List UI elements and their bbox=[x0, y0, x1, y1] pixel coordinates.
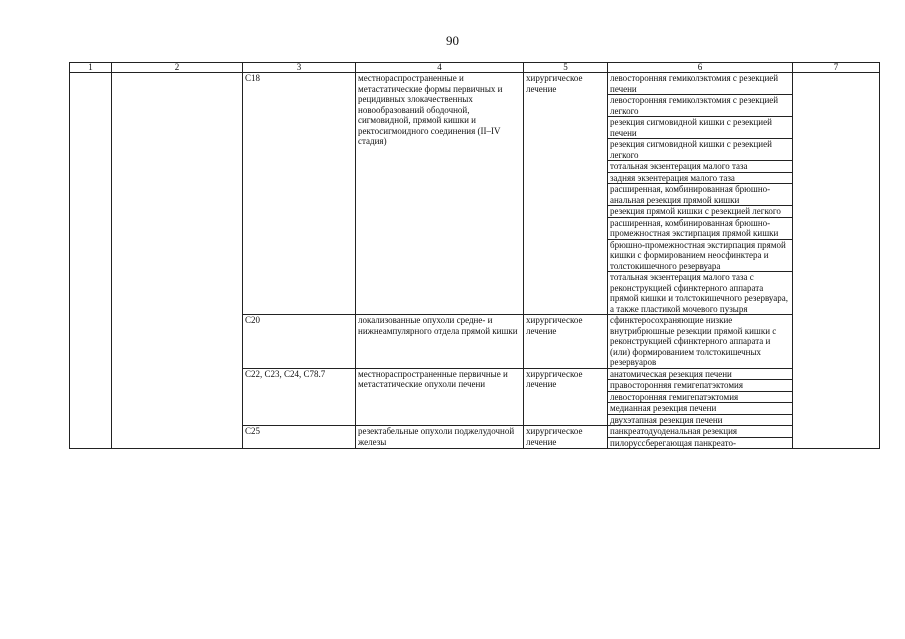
procedure-name: сфинктеросохраняющие низкие внутрибрюшные резекции прямой кишки с реконструкцией сфинктерного аппарата и (или) формированием толстокишечных резервуаров bbox=[608, 315, 793, 369]
procedure-name: правосторонняя гемигепатэктомия bbox=[608, 380, 793, 392]
diagnosis-code: C20 bbox=[243, 315, 356, 369]
procedure-name: резекция прямой кишки с резекцией легкого bbox=[608, 206, 793, 218]
procedure-name: тотальная экзентерация малого таза с реконструкцией сфинктерного аппарата прямой кишки и толстокишечного резервуара, а также пластикой мочевого пузыря bbox=[608, 272, 793, 315]
page-number: 90 bbox=[446, 33, 459, 48]
column-number-row bbox=[70, 63, 880, 73]
diagnosis-code: C25 bbox=[243, 426, 356, 449]
procedure-name: анатомическая резекция печени bbox=[608, 368, 793, 380]
procedure-name: резекция сигмовидной кишки с резекцией легкого bbox=[608, 139, 793, 161]
procedure-name: левосторонняя гемиколэктомия с резекцией легкого bbox=[608, 95, 793, 117]
procedure-name: резекция сигмовидной кишки с резекцией печени bbox=[608, 117, 793, 139]
column-header: 7 bbox=[793, 63, 880, 73]
column-header: 5 bbox=[524, 63, 608, 73]
procedure-name: двухэтапная резекция печени bbox=[608, 414, 793, 426]
diagnosis-description: местнораспространенные первичные и метастатические опухоли печени bbox=[356, 368, 524, 426]
diagnosis-description: местнораспространенные и метастатические формы первичных и рецидивных злокачественных новообразований ободочной, сигмовидной, прямой кишки и ректосигмоидного соединения (II–IV стадия) bbox=[356, 73, 524, 315]
col-1-cell bbox=[70, 73, 112, 449]
treatment-type: хирургическое лечение bbox=[524, 368, 608, 426]
treatment-type: хирургическое лечение bbox=[524, 426, 608, 449]
diagnosis-code: C18 bbox=[243, 73, 356, 315]
medical-procedures-table bbox=[69, 62, 880, 449]
procedure-name: расширенная, комбинированная брюшно-анальная резекция прямой кишки bbox=[608, 184, 793, 206]
procedure-name: панкреатодуоденальная резекция bbox=[608, 426, 793, 438]
column-header: 1 bbox=[70, 63, 112, 73]
column-header: 3 bbox=[243, 63, 356, 73]
column-header: 4 bbox=[356, 63, 524, 73]
procedure-name: расширенная, комбинированная брюшно-промежностная экстирпация прямой кишки bbox=[608, 217, 793, 239]
procedure-name: пилоруссберегающая панкреато- bbox=[608, 437, 793, 449]
procedure-name: левосторонняя гемигепатэктомия bbox=[608, 391, 793, 403]
diagnosis-description: локализованные опухоли средне- и нижнеампулярного отдела прямой кишки bbox=[356, 315, 524, 369]
column-header: 2 bbox=[112, 63, 243, 73]
procedure-name: медианная резекция печени bbox=[608, 403, 793, 415]
col-2-cell bbox=[112, 73, 243, 449]
table-row bbox=[70, 73, 880, 95]
procedure-name: левосторонняя гемиколэктомия с резекцией печени bbox=[608, 73, 793, 95]
diagnosis-code: C22, C23, C24, C78.7 bbox=[243, 368, 356, 426]
procedure-name: тотальная экзентерация малого таза bbox=[608, 161, 793, 173]
procedure-name: брюшно-промежностная экстирпация прямой кишки с формированием неосфинктера и толстокишечного резервуара bbox=[608, 239, 793, 272]
col-7-cell bbox=[793, 73, 880, 449]
procedure-name: задняя экзентерация малого таза bbox=[608, 172, 793, 184]
diagnosis-description: резектабельные опухоли поджелудочной железы bbox=[356, 426, 524, 449]
treatment-type: хирургическое лечение bbox=[524, 315, 608, 369]
treatment-type: хирургическое лечение bbox=[524, 73, 608, 315]
column-header: 6 bbox=[608, 63, 793, 73]
